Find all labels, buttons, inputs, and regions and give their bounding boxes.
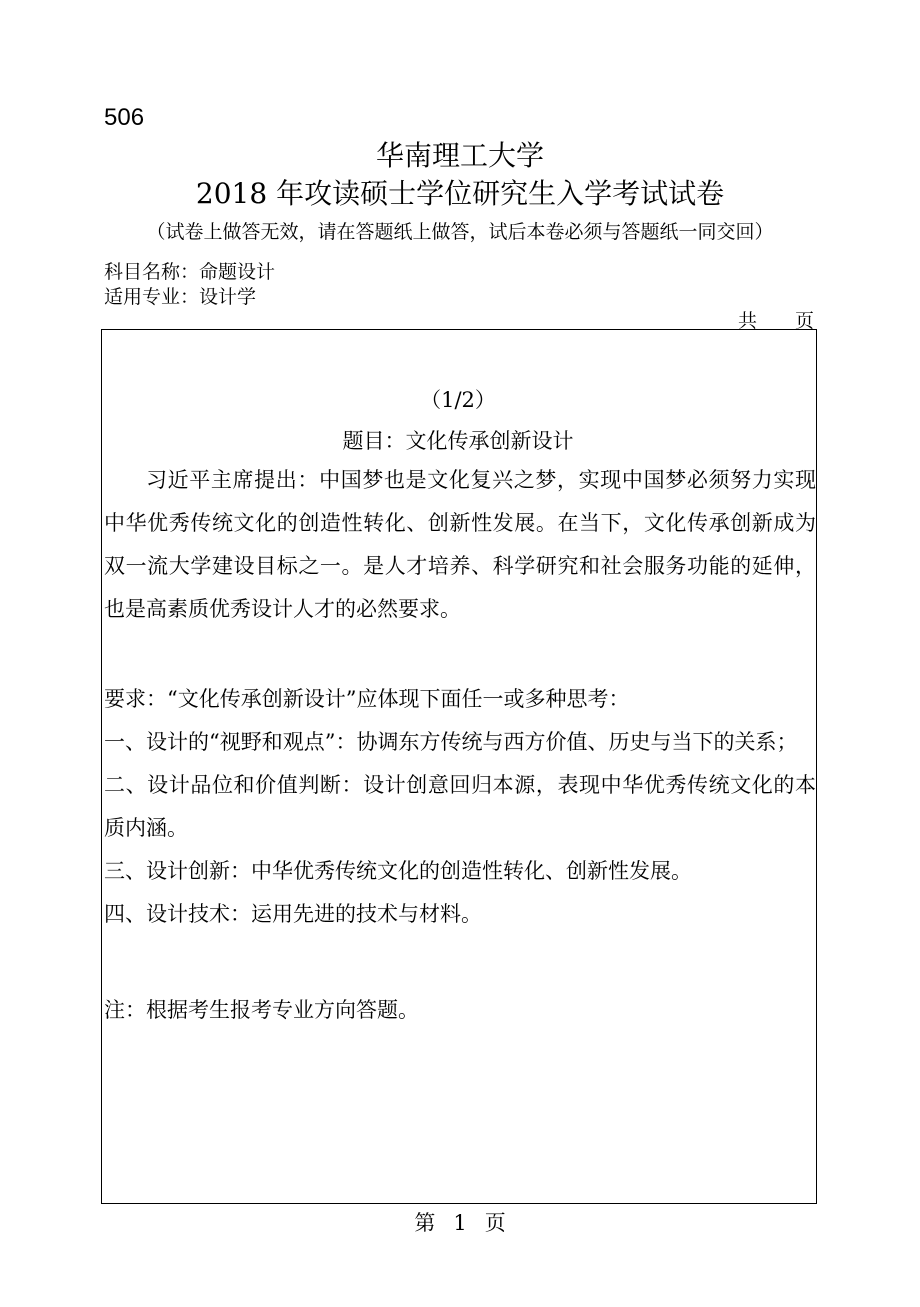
requirement-item: 二、设计品位和价值判断：设计创意回归本源，表现中华优秀传统文化的本质内涵。 [104, 773, 816, 840]
exam-title: 2018 年攻读硕士学位研究生入学考试试卷 [195, 177, 725, 210]
part-indicator: （1/2） [420, 388, 496, 412]
exam-code: 506 [104, 104, 145, 131]
university-name: 华南理工大学 [375, 139, 544, 172]
requirement-item: 四、设计技术：运用先进的技术与材料。 [104, 902, 482, 926]
applicable-major: 适用专业：设计学 [104, 286, 257, 308]
page-number: 1 [453, 1211, 467, 1235]
requirement-item: 三、设计创新：中华优秀传统文化的创造性转化、创新性发展。 [104, 859, 692, 883]
intro-text: 习近平主席提出：中国梦也是文化复兴之梦，实现中国梦必须努力实现中华优秀传统文化的创造性转化、创新性发展。在当下，文化传承创新成为双一流大学建设目标之一。是人才培养、科学研究和社会服务功能的延伸，也是高素质优秀设计人才的必然要求。 [104, 468, 816, 621]
total-pages-label-left: 共 [738, 310, 758, 332]
subject-name: 科目名称：命题设计 [104, 261, 276, 283]
note-text: 注：根据考生报考专业方向答题。 [104, 998, 419, 1022]
page-footer [0, 1207, 920, 1237]
total-pages-label-right: 页 [795, 310, 815, 332]
note-section [104, 989, 816, 1032]
page-label-left: 第 [414, 1211, 436, 1235]
requirement-item: 一、设计的“视野和观点”：协调东方传统与西方价值、历史与当下的关系； [104, 730, 798, 754]
answer-notice: （试卷上做答无效，请在答题纸上做答，试后本卷必须与答题纸一同交回） [146, 221, 774, 243]
requirements-intro: 要求：“文化传承创新设计”应体现下面任一或多种思考： [104, 687, 630, 711]
intro-paragraph [104, 459, 816, 631]
question-topic: 题目：文化传承创新设计 [342, 429, 574, 453]
page-label-right: 页 [484, 1211, 506, 1235]
requirements-section [104, 678, 816, 936]
